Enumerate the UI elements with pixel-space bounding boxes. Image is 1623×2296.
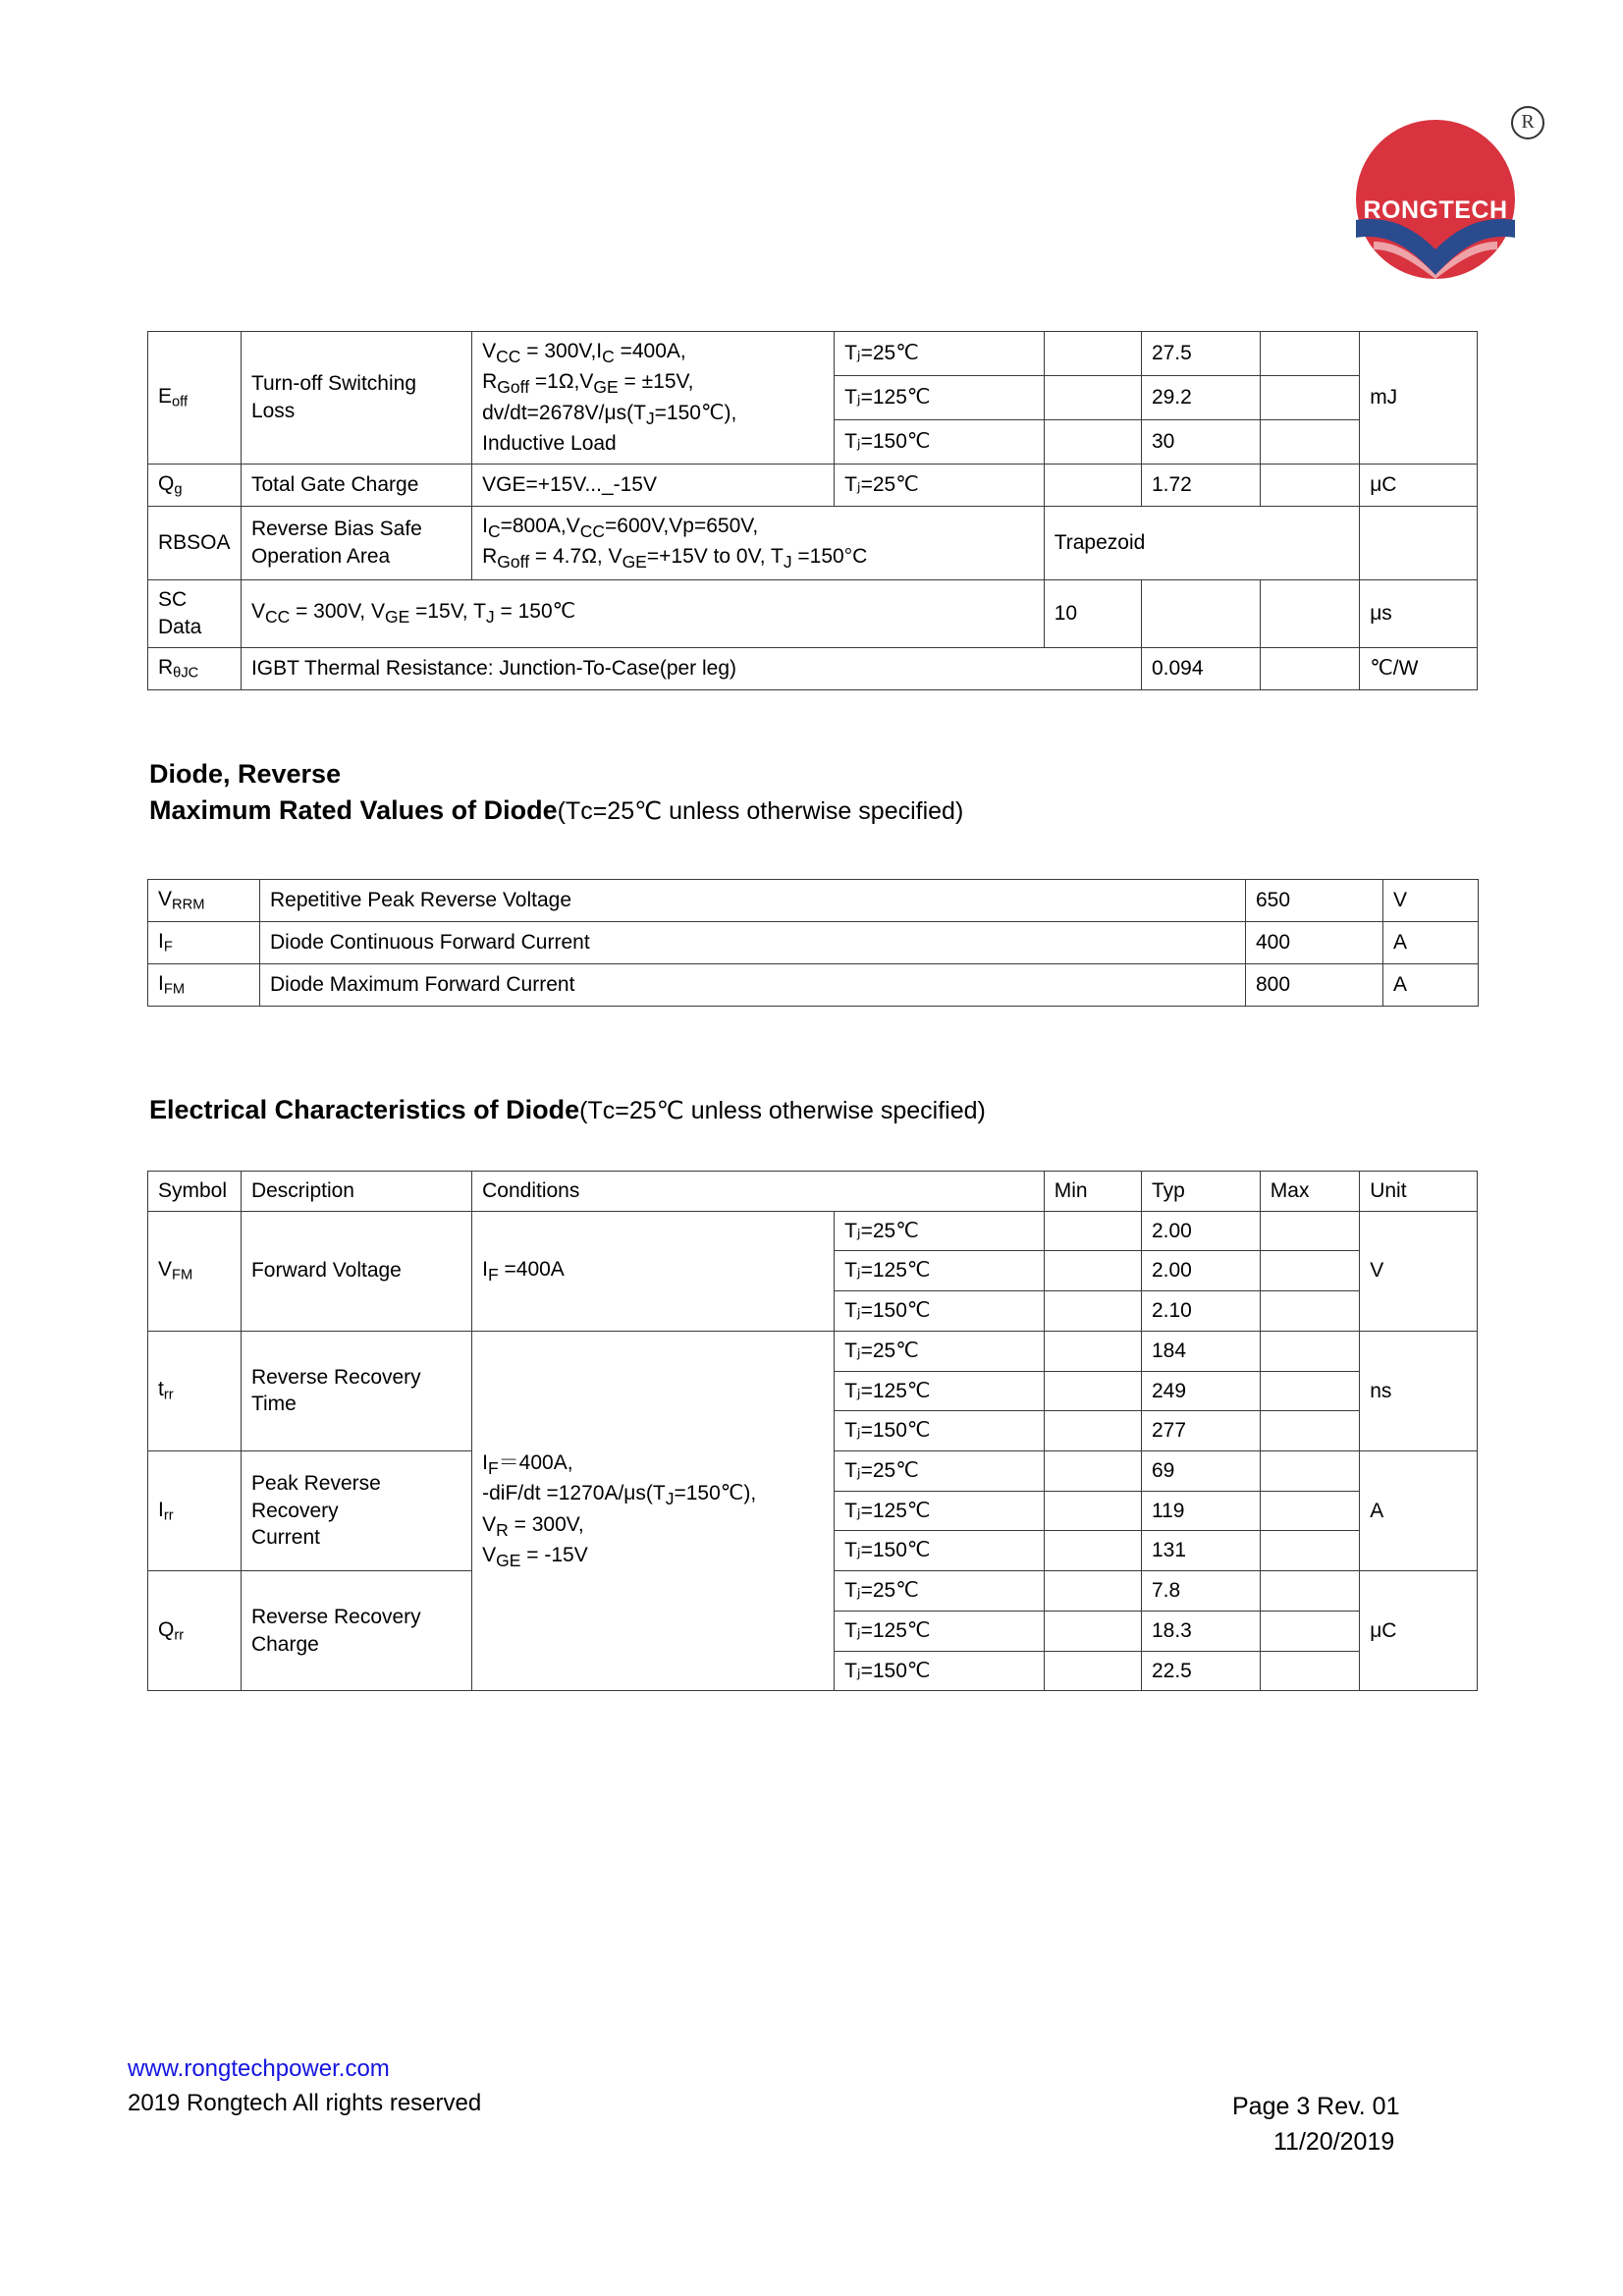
typ-cell: 29.2	[1141, 375, 1260, 419]
table-row	[148, 647, 1478, 689]
diode-maximum-ratings-table	[147, 879, 1479, 1007]
min-cell	[1044, 1451, 1141, 1492]
unit-cell: mJ	[1360, 332, 1478, 465]
max-cell	[1260, 1651, 1359, 1691]
footer-right	[1232, 2090, 1399, 2159]
company-logo	[1348, 106, 1544, 239]
max-cell	[1260, 1491, 1359, 1531]
cond-line: $R_{Goff} =1\Omega,V_{GE} = \pm 15V$,	[482, 370, 694, 398]
max-cell	[1260, 647, 1359, 689]
min-cell	[1044, 1411, 1141, 1451]
table-row	[148, 880, 1479, 922]
min-cell	[1044, 1611, 1141, 1651]
temp-cell: Tⱼ=25℃	[835, 332, 1045, 376]
temp-cell: Tⱼ=125℃	[835, 1371, 1045, 1411]
symbol-cell: $Q_g$	[148, 464, 242, 506]
diode-electrical-characteristics-table	[147, 1171, 1478, 1691]
copyright-text: 2019 Rongtech All rights reserved	[128, 2089, 482, 2116]
page-number: Page 3 Rev. 01	[1232, 2093, 1400, 2120]
min-cell	[1044, 1571, 1141, 1612]
description-cell: Turn-off Switching Loss	[241, 332, 471, 465]
min-cell	[1044, 1251, 1141, 1291]
typ-cell: 1.72	[1141, 464, 1260, 506]
heading-line-1: Diode, Reverse	[149, 759, 342, 789]
typ-cell: 69	[1141, 1451, 1260, 1492]
desc-line: Peak Reverse Recovery	[250, 1472, 381, 1522]
temp-cell: Tⱼ=125℃	[835, 1491, 1045, 1531]
registered-trademark-icon: R	[1511, 106, 1544, 139]
min-cell	[1044, 464, 1141, 506]
max-cell	[1260, 1571, 1359, 1612]
min-cell	[1044, 1651, 1141, 1691]
temp-cell: Tⱼ=25℃	[835, 1451, 1045, 1492]
cond-line: $V_{GE} = -15V$	[482, 1543, 588, 1571]
cond-line: $V_R = 300V$,	[482, 1512, 584, 1540]
description-cell: $V_{CC} = 300V$, $V_{GE} =15V$, $T_J$ = 150℃	[241, 580, 1044, 647]
cond-line: $I_F=400A$,	[482, 1451, 573, 1479]
max-cell	[1260, 1251, 1359, 1291]
typ-cell: 18.3	[1141, 1611, 1260, 1651]
description-cell	[241, 1451, 471, 1571]
typ-cell: 184	[1141, 1331, 1260, 1371]
header-description: Description	[241, 1172, 471, 1212]
desc-line: Operation Area	[250, 544, 391, 568]
min-cell	[1044, 1291, 1141, 1332]
symbol-cell: $V_{FM}$	[148, 1211, 242, 1331]
heading-note: (Tᴄ=25℃ unless otherwise specified)	[557, 797, 964, 826]
conditions-cell	[472, 506, 1045, 580]
unit-cell: V	[1383, 880, 1479, 922]
table-row	[148, 1211, 1478, 1251]
company-website-link[interactable]: www.rongtechpower.com	[128, 2055, 390, 2082]
typ-cell: 249	[1141, 1371, 1260, 1411]
header-unit: Unit	[1360, 1172, 1478, 1212]
typ-cell: 2.00	[1141, 1211, 1260, 1251]
description-cell: Repetitive Peak Reverse Voltage	[260, 880, 1246, 922]
max-cell	[1260, 419, 1359, 464]
value-cell: 400	[1246, 922, 1383, 964]
logo-brand-text: RONGTECH	[1363, 196, 1508, 224]
description-cell: Forward Voltage	[241, 1211, 471, 1331]
heading-note: (Tᴄ=25℃ unless otherwise specified)	[579, 1097, 986, 1124]
table-row	[148, 964, 1479, 1007]
max-cell	[1260, 375, 1359, 419]
unit-cell	[1360, 506, 1478, 580]
max-cell	[1260, 332, 1359, 376]
conditions-cell	[472, 332, 835, 465]
description-cell: Reverse Recovery Time	[241, 1331, 471, 1450]
temp-cell: Tⱼ=150℃	[835, 1651, 1045, 1691]
max-cell	[1260, 1211, 1359, 1251]
heading-title: Maximum Rated Values of Diode	[149, 795, 558, 826]
temp-cell: Tⱼ=150℃	[835, 1531, 1045, 1571]
unit-cell: μs	[1360, 580, 1478, 647]
table-header-row	[148, 1172, 1478, 1212]
header-symbol: Symbol	[148, 1172, 242, 1212]
logo-wave-shape	[1356, 216, 1515, 279]
diode-section-heading	[149, 756, 963, 830]
symbol-cell: $E_{off}$	[148, 332, 242, 465]
max-cell	[1260, 1291, 1359, 1332]
heading-title: Electrical Characteristics of Diode	[149, 1095, 580, 1124]
typ-cell: 22.5	[1141, 1651, 1260, 1691]
max-cell	[1260, 1531, 1359, 1571]
unit-cell: A	[1383, 964, 1479, 1007]
min-cell	[1044, 1331, 1141, 1371]
unit-cell: V	[1360, 1211, 1478, 1331]
desc-line: Current	[250, 1526, 320, 1550]
cond-line: $dv/dt=2678V/\mu s(T_J=150℃)$,	[482, 401, 737, 428]
typ-cell: 131	[1141, 1531, 1260, 1571]
header-max: Max	[1260, 1172, 1359, 1212]
symbol-cell: $I_{FM}$	[148, 964, 260, 1007]
revision-date: 11/20/2019	[1273, 2127, 1395, 2156]
table-row	[148, 1331, 1478, 1371]
description-cell: Reverse Recovery Charge	[241, 1571, 471, 1691]
table-row	[148, 922, 1479, 964]
max-cell	[1260, 1451, 1359, 1492]
shared-conditions-cell	[472, 1331, 835, 1690]
typ-cell: 277	[1141, 1411, 1260, 1451]
symbol-cell: $Q_{rr}$	[148, 1571, 242, 1691]
cond-line: $-diF/dt =1270A/\mu s(T_J=150℃)$,	[482, 1482, 757, 1509]
footer-left	[128, 2052, 481, 2121]
table-row	[148, 332, 1478, 376]
temp-cell: Tⱼ=25℃	[835, 1571, 1045, 1612]
conditions-cell: $I_F =400A$	[472, 1211, 835, 1331]
temp-cell: Tⱼ=125℃	[835, 1611, 1045, 1651]
temp-cell: Tⱼ=25℃	[835, 464, 1045, 506]
max-cell	[1260, 1371, 1359, 1411]
unit-cell: ns	[1360, 1331, 1478, 1450]
unit-cell: A	[1360, 1451, 1478, 1571]
header-min: Min	[1044, 1172, 1141, 1212]
typ-cell: 2.10	[1141, 1291, 1260, 1332]
min-cell	[1044, 332, 1141, 376]
min-cell	[1044, 375, 1141, 419]
diode-electrical-heading	[149, 1092, 986, 1128]
description-cell: Diode Maximum Forward Current	[260, 964, 1246, 1007]
max-cell	[1260, 1611, 1359, 1651]
unit-cell: A	[1383, 922, 1479, 964]
header-typ: Typ	[1141, 1172, 1260, 1212]
temp-cell: Tⱼ=150℃	[835, 1411, 1045, 1451]
typ-cell: 0.094	[1141, 647, 1260, 689]
table-row	[148, 580, 1478, 647]
temp-cell: Tⱼ=125℃	[835, 1251, 1045, 1291]
value-cell: 800	[1246, 964, 1383, 1007]
description-cell: IGBT Thermal Resistance: Junction-To-Case(per leg)	[241, 647, 1141, 689]
table-row	[148, 464, 1478, 506]
max-cell	[1260, 580, 1359, 647]
igbt-characteristics-table	[147, 331, 1478, 690]
min-cell	[1044, 419, 1141, 464]
min-cell: 10	[1044, 580, 1141, 647]
cond-line: $R_{Goff} = 4.7\Omega$, $V_{GE}=+15V$ to 0V, $T_J =150^\circ C$	[482, 544, 868, 573]
typ-cell	[1141, 580, 1260, 647]
temp-cell: Tⱼ=25℃	[835, 1331, 1045, 1371]
description-cell	[241, 506, 471, 580]
temp-cell: Tⱼ=150℃	[835, 419, 1045, 464]
typ-cell: 2.00	[1141, 1251, 1260, 1291]
symbol-cell: $R_{\theta JC}$	[148, 647, 242, 689]
max-cell	[1260, 464, 1359, 506]
symbol-cell: SC Data	[148, 580, 242, 647]
table-row	[148, 506, 1478, 580]
cond-line: $V_{CC} = 300V,I_C =400A$,	[482, 340, 686, 367]
unit-cell: μC	[1360, 464, 1478, 506]
unit-cell: μC	[1360, 1571, 1478, 1691]
description-cell: Total Gate Charge	[241, 464, 471, 506]
unit-cell: ℃/W	[1360, 647, 1478, 689]
header-conditions: Conditions	[472, 1172, 1045, 1212]
cond-line: $I_C=800A,V_{CC}=600V,Vp=650V$,	[482, 514, 759, 541]
typ-cell: 7.8	[1141, 1571, 1260, 1612]
temp-cell: Tⱼ=125℃	[835, 375, 1045, 419]
heading-line-2	[149, 793, 963, 829]
temp-cell: Tⱼ=25℃	[835, 1211, 1045, 1251]
min-cell	[1044, 1211, 1141, 1251]
temp-cell: Tⱼ=150℃	[835, 1291, 1045, 1332]
symbol-cell: $t_{rr}$	[148, 1331, 242, 1450]
min-cell	[1044, 1491, 1141, 1531]
conditions-cell: VGE=+15V..._-15V	[472, 464, 835, 506]
symbol-cell: $V_{RRM}$	[148, 880, 260, 922]
max-cell	[1260, 1411, 1359, 1451]
value-cell: 650	[1246, 880, 1383, 922]
description-cell: Diode Continuous Forward Current	[260, 922, 1246, 964]
min-cell	[1044, 1531, 1141, 1571]
min-cell	[1044, 1371, 1141, 1411]
symbol-cell: $I_F$	[148, 922, 260, 964]
max-cell	[1260, 1331, 1359, 1371]
desc-line: Reverse Bias Safe	[250, 518, 422, 541]
symbol-cell: RBSOA	[148, 506, 242, 580]
typ-cell: 27.5	[1141, 332, 1260, 376]
typ-cell: 119	[1141, 1491, 1260, 1531]
typ-cell: 30	[1141, 419, 1260, 464]
symbol-cell: $I_{rr}$	[148, 1451, 242, 1571]
cond-line: Inductive Load	[482, 431, 617, 455]
span-value-cell: Trapezoid	[1044, 506, 1359, 580]
heading-line	[149, 1092, 986, 1128]
